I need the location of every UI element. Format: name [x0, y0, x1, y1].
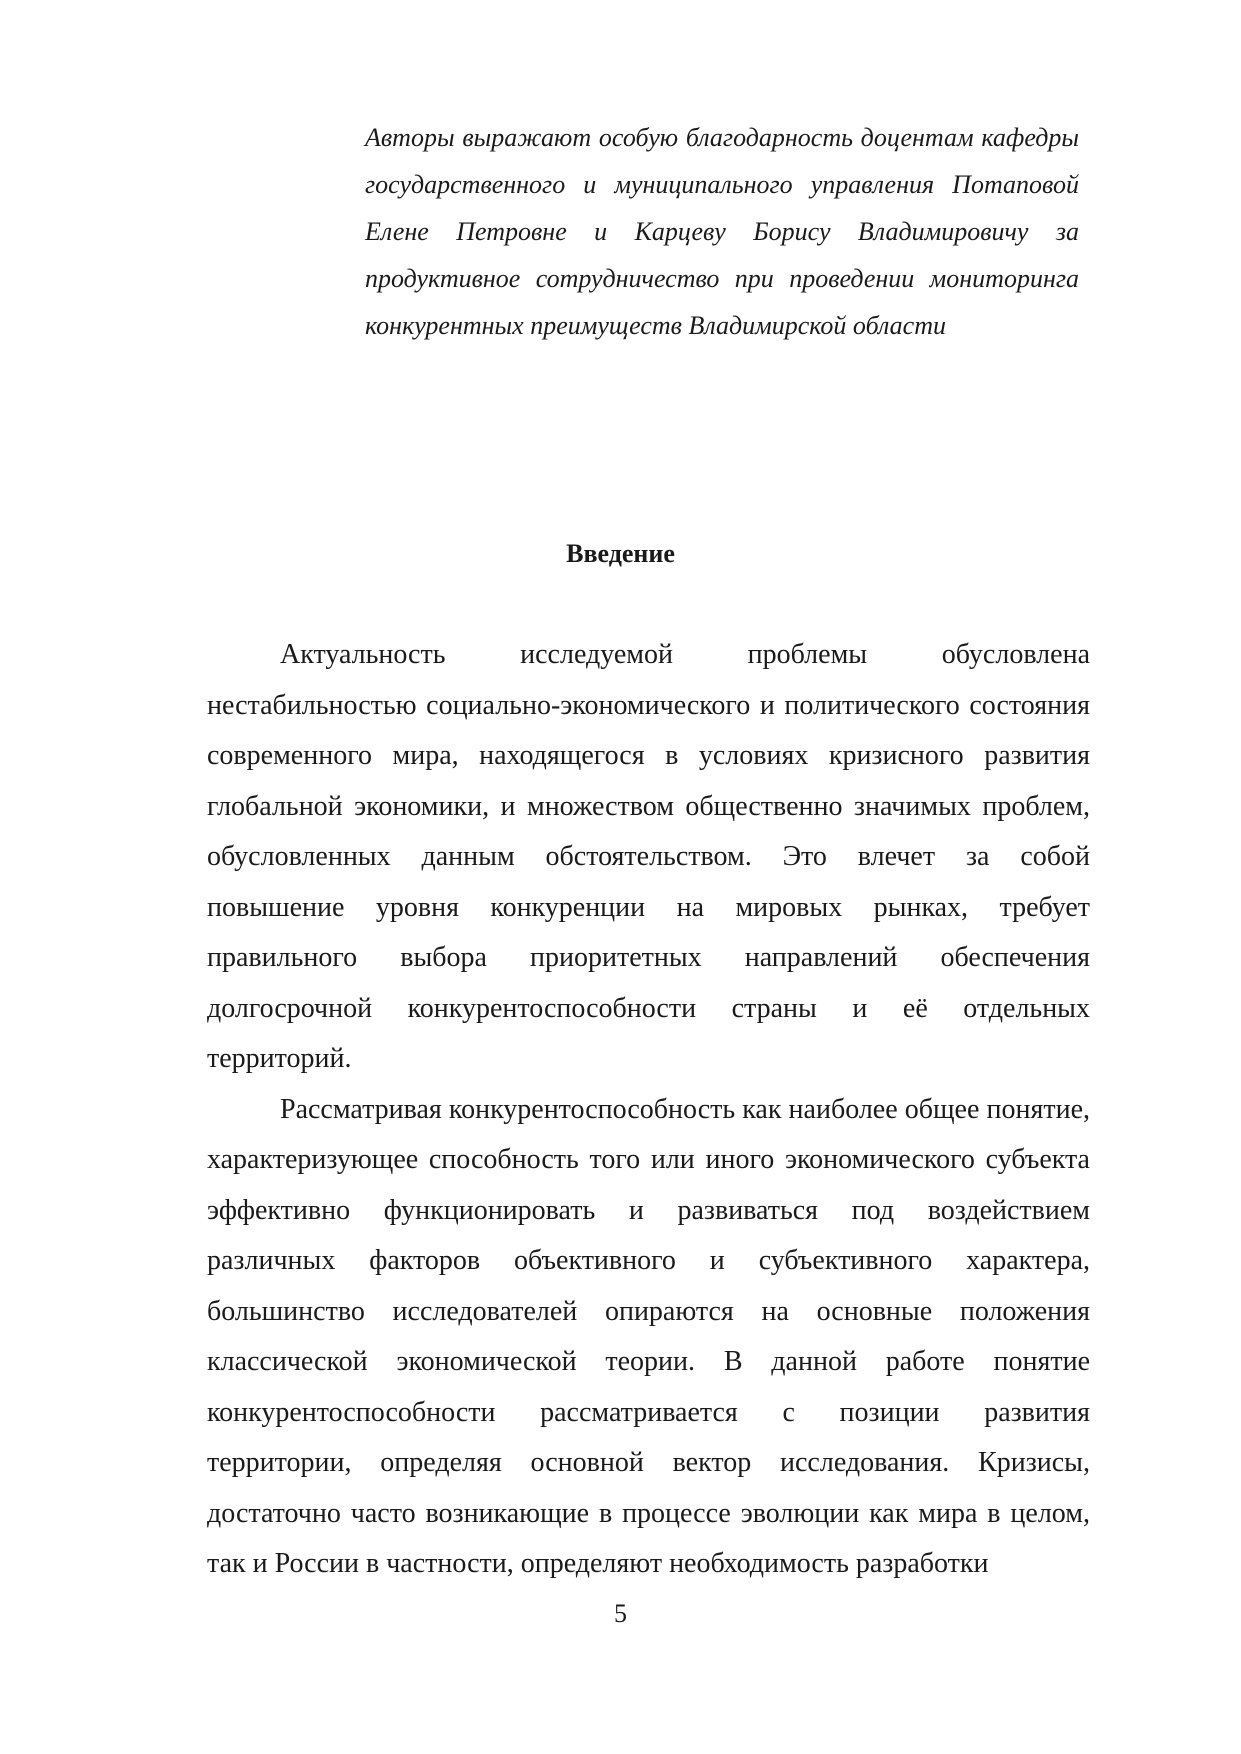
- paragraph: Актуальность исследуемой проблемы обусловлена нестабильностью социально-экономического и политического состояния современного мира, находящегося в условиях кризисного развития глобальной экономики, и множеством общественно значимых проблем, обусловленных данным обстоятельством. Это влечет за собой повышение уровня конкуренции на мировых рынках, требует правильного выбора приоритетных направлений обеспечения долгосрочной конкурентоспособности страны и её отдельных территорий.: [207, 639, 1090, 1074]
- page-number: 5: [614, 1599, 627, 1628]
- section-title: Введение: [566, 539, 675, 568]
- acknowledgment-text: Авторы выражают особую благодарность доцентам кафедры государственного и муниципального управления Потаповой Елене Петровне и Карцеву Борису Владимировичу за продуктивное сотрудничество при проведении мониторинга конкурентных преимуществ Владимирской области: [365, 123, 1079, 340]
- paragraph: Рассматривая конкурентоспособность как наиболее общее понятие, характеризующее способность того или иного экономического субъекта эффективно функционировать и развиваться под воздействием различных факторов объективного и субъективного характера, большинство исследователей опираются на основные положения классической экономической теории. В данной работе понятие конкурентоспособности рассматривается с позиции развития территории, определяя основной вектор исследования. Кризисы, достаточно часто возникающие в процессе эволюции как мира в целом, так и России в частности, определяют необходимость разработки: [207, 1093, 1090, 1579]
- body-text: [207, 630, 1090, 1590]
